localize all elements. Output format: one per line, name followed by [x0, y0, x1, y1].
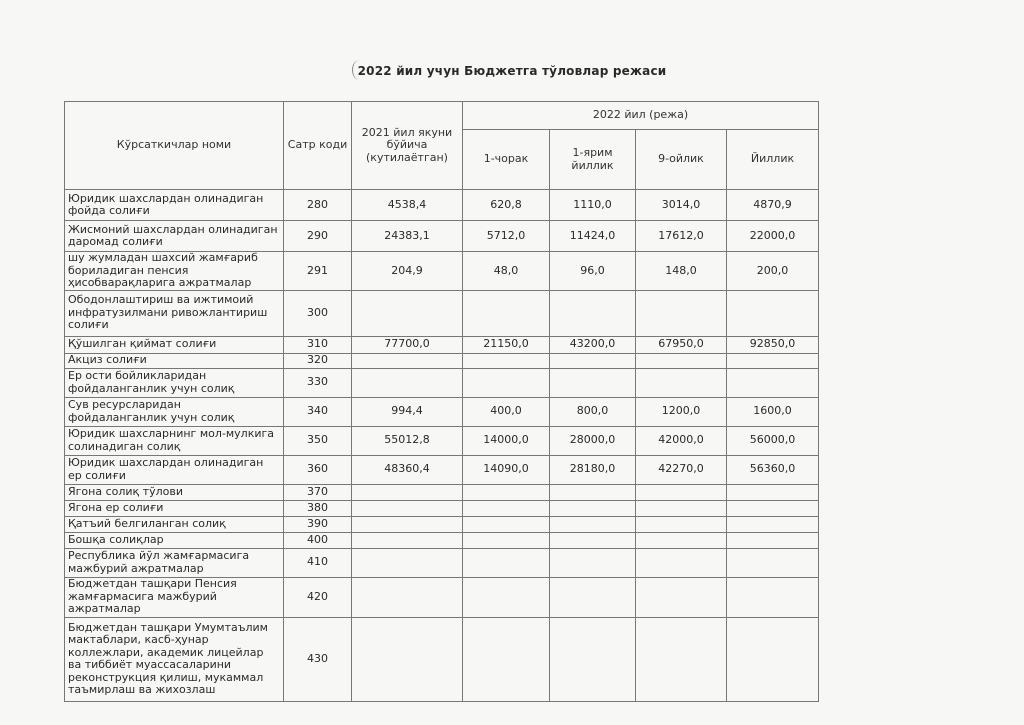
header-2021-expected: 2021 йил якуни бўйича (кутилаётган) — [352, 102, 463, 190]
row-code: 310 — [284, 336, 352, 353]
value-2021: 77700,0 — [352, 336, 463, 353]
row-code: 400 — [284, 532, 352, 548]
indicator-name: Қўшилган қиймат солиғи — [65, 336, 284, 353]
value-2021 — [352, 532, 463, 548]
row-code: 430 — [284, 617, 352, 701]
value-2021: 4538,4 — [352, 190, 463, 221]
table-row — [65, 500, 819, 516]
header-nine-months: 9-ойлик — [636, 130, 727, 190]
value-q1 — [463, 532, 550, 548]
value-2021: 48360,4 — [352, 455, 463, 484]
value-2021: 55012,8 — [352, 426, 463, 455]
table-row — [65, 290, 819, 336]
budget-table — [64, 101, 819, 702]
row-code: 420 — [284, 577, 352, 617]
value-nine-months — [636, 500, 727, 516]
table-row — [65, 221, 819, 252]
row-code: 330 — [284, 368, 352, 397]
value-2021 — [352, 516, 463, 532]
table-row — [65, 190, 819, 221]
value-q1 — [463, 353, 550, 368]
value-2021 — [352, 577, 463, 617]
value-q1 — [463, 290, 550, 336]
table-row — [65, 516, 819, 532]
indicator-name: Ободонлаштириш ва ижтимоий инфратузилмани ривожлантириш солиғи — [65, 290, 284, 336]
value-half-year: 11424,0 — [550, 221, 636, 252]
value-annual — [727, 617, 819, 701]
table-row — [65, 577, 819, 617]
table-row — [65, 353, 819, 368]
table-row — [65, 484, 819, 500]
value-annual: 1600,0 — [727, 397, 819, 426]
value-nine-months — [636, 368, 727, 397]
value-2021 — [352, 617, 463, 701]
value-half-year: 1110,0 — [550, 190, 636, 221]
value-half-year — [550, 577, 636, 617]
value-q1 — [463, 617, 550, 701]
value-nine-months — [636, 548, 727, 577]
value-q1: 5712,0 — [463, 221, 550, 252]
value-half-year — [550, 353, 636, 368]
row-code: 280 — [284, 190, 352, 221]
header-2022-plan: 2022 йил (режа) — [463, 102, 819, 130]
value-q1: 14000,0 — [463, 426, 550, 455]
value-nine-months: 17612,0 — [636, 221, 727, 252]
value-nine-months — [636, 532, 727, 548]
row-code: 300 — [284, 290, 352, 336]
row-code: 290 — [284, 221, 352, 252]
row-code: 320 — [284, 353, 352, 368]
value-2021 — [352, 548, 463, 577]
row-code: 350 — [284, 426, 352, 455]
value-annual — [727, 353, 819, 368]
indicator-name: Ягона солиқ тўлови — [65, 484, 284, 500]
value-half-year — [550, 617, 636, 701]
indicator-name: шу жумладан шахсий жамғариб бориладиган пенсия ҳисобварақларига ажратмалар — [65, 252, 284, 291]
indicator-name: Юридик шахсларнинг мол-мулкига солинадиган солиқ — [65, 426, 284, 455]
table-row — [65, 368, 819, 397]
value-q1: 14090,0 — [463, 455, 550, 484]
table-row — [65, 455, 819, 484]
row-code: 380 — [284, 500, 352, 516]
value-2021 — [352, 484, 463, 500]
value-2021 — [352, 500, 463, 516]
value-annual: 56360,0 — [727, 455, 819, 484]
value-nine-months: 3014,0 — [636, 190, 727, 221]
value-q1: 620,8 — [463, 190, 550, 221]
value-q1 — [463, 548, 550, 577]
row-code: 340 — [284, 397, 352, 426]
value-annual: 200,0 — [727, 252, 819, 291]
indicator-name: Республика йўл жамғармасига мажбурий ажратмалар — [65, 548, 284, 577]
indicator-name: Юридик шахслардан олинадиган фойда солиғи — [65, 190, 284, 221]
header-indicator-name: Кўрсаткичлар номи — [65, 102, 284, 190]
table-row — [65, 397, 819, 426]
value-annual: 4870,9 — [727, 190, 819, 221]
value-half-year — [550, 368, 636, 397]
row-code: 410 — [284, 548, 352, 577]
value-annual — [727, 290, 819, 336]
value-nine-months: 42000,0 — [636, 426, 727, 455]
value-2021: 24383,1 — [352, 221, 463, 252]
value-half-year — [550, 548, 636, 577]
value-nine-months — [636, 577, 727, 617]
header-q1: 1-чорак — [463, 130, 550, 190]
value-nine-months: 67950,0 — [636, 336, 727, 353]
value-annual: 56000,0 — [727, 426, 819, 455]
value-q1: 400,0 — [463, 397, 550, 426]
value-2021: 204,9 — [352, 252, 463, 291]
value-annual — [727, 548, 819, 577]
value-2021 — [352, 290, 463, 336]
value-annual: 92850,0 — [727, 336, 819, 353]
value-2021 — [352, 353, 463, 368]
value-annual — [727, 484, 819, 500]
header-row-code: Сатр коди — [284, 102, 352, 190]
value-2021: 994,4 — [352, 397, 463, 426]
value-nine-months — [636, 617, 727, 701]
value-q1 — [463, 516, 550, 532]
value-half-year — [550, 532, 636, 548]
table-row — [65, 336, 819, 353]
page-title: 2022 йил учун Бюджетга тўловлар режаси — [357, 64, 667, 78]
value-half-year: 43200,0 — [550, 336, 636, 353]
value-q1 — [463, 577, 550, 617]
value-nine-months — [636, 353, 727, 368]
indicator-name: Ер ости бойликларидан фойдаланганлик учун солиқ — [65, 368, 284, 397]
value-nine-months — [636, 484, 727, 500]
header-half-year: 1-ярим йиллик — [550, 130, 636, 190]
value-half-year: 800,0 — [550, 397, 636, 426]
value-nine-months: 42270,0 — [636, 455, 727, 484]
value-2021 — [352, 368, 463, 397]
indicator-name: Бошқа солиқлар — [65, 532, 284, 548]
value-half-year: 96,0 — [550, 252, 636, 291]
value-annual — [727, 516, 819, 532]
value-half-year: 28000,0 — [550, 426, 636, 455]
row-code: 370 — [284, 484, 352, 500]
value-half-year — [550, 500, 636, 516]
value-half-year — [550, 290, 636, 336]
row-code: 360 — [284, 455, 352, 484]
row-code: 390 — [284, 516, 352, 532]
value-half-year — [550, 484, 636, 500]
value-q1 — [463, 500, 550, 516]
value-q1: 48,0 — [463, 252, 550, 291]
value-half-year: 28180,0 — [550, 455, 636, 484]
value-q1 — [463, 484, 550, 500]
value-annual — [727, 500, 819, 516]
value-annual — [727, 532, 819, 548]
indicator-name: Бюджетдан ташқари Пенсия жамғармасига мажбурий ажратмалар — [65, 577, 284, 617]
value-q1 — [463, 368, 550, 397]
value-annual — [727, 577, 819, 617]
table-row — [65, 426, 819, 455]
header-annual: Йиллик — [727, 130, 819, 190]
value-nine-months — [636, 290, 727, 336]
table-row — [65, 532, 819, 548]
value-annual: 22000,0 — [727, 221, 819, 252]
indicator-name: Бюджетдан ташқари Умумтаълим мактаблари, касб-ҳунар коллежлари, академик лицейлар ва тиббиёт муассасаларини реконструкция қилиш, мукаммал таъмирлаш ва жихозлаш — [65, 617, 284, 701]
indicator-name: Сув ресурсларидан фойдаланганлик учун солиқ — [65, 397, 284, 426]
value-half-year — [550, 516, 636, 532]
value-nine-months: 148,0 — [636, 252, 727, 291]
indicator-name: Қатъий белгиланган солиқ — [65, 516, 284, 532]
value-annual — [727, 368, 819, 397]
indicator-name: Жисмоний шахслардан олинадиган даромад солиғи — [65, 221, 284, 252]
indicator-name: Акциз солиғи — [65, 353, 284, 368]
indicator-name: Ягона ер солиғи — [65, 500, 284, 516]
value-nine-months — [636, 516, 727, 532]
indicator-name: Юридик шахслардан олинадиган ер солиғи — [65, 455, 284, 484]
table-row — [65, 617, 819, 701]
table-row — [65, 548, 819, 577]
row-code: 291 — [284, 252, 352, 291]
value-q1: 21150,0 — [463, 336, 550, 353]
table-row — [65, 252, 819, 291]
value-nine-months: 1200,0 — [636, 397, 727, 426]
